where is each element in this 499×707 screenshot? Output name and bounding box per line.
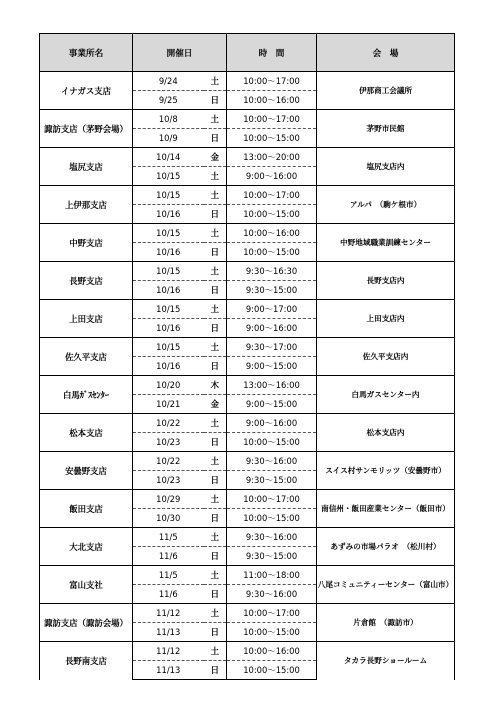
date-cell: 10/8	[133, 110, 204, 129]
weekday-cell: 土	[204, 414, 227, 433]
time-cell: 9:30～16:00	[227, 585, 317, 604]
header-venue: 会 場	[317, 34, 455, 72]
table-row	[40, 414, 455, 433]
time-cell: 10:00～16:00	[227, 642, 317, 661]
weekday-cell: 金	[204, 395, 227, 414]
date-cell: 10/30	[133, 509, 204, 528]
table-header	[40, 34, 455, 72]
date-cell: 11/6	[133, 585, 204, 604]
office-name-cell: 諏訪支店（茅野会場）	[40, 110, 133, 148]
venue-cell: 八尾コミュニティーセンター（富山市）	[317, 566, 455, 604]
date-cell: 11/12	[133, 642, 204, 661]
time-cell: 9:30～16:00	[227, 528, 317, 547]
venue-cell: 片倉館 （諏訪市）	[317, 604, 455, 642]
venue-cell: 松本支店内	[317, 414, 455, 452]
office-name-cell: 長野南支店	[40, 642, 133, 680]
time-cell: 10:00～17:00	[227, 110, 317, 129]
venue-cell: 塩尻支店内	[317, 148, 455, 186]
header-office: 事業所名	[40, 34, 133, 72]
time-cell: 10:00～15:00	[227, 661, 317, 680]
table-row	[40, 224, 455, 243]
weekday-cell: 日	[204, 471, 227, 490]
weekday-cell: 日	[204, 509, 227, 528]
time-cell: 9:00～17:00	[227, 300, 317, 319]
header-time: 時 間	[227, 34, 317, 72]
weekday-cell: 日	[204, 357, 227, 376]
weekday-cell: 土	[204, 167, 227, 186]
office-name-cell: 塩尻支店	[40, 148, 133, 186]
time-cell: 9:30～17:00	[227, 338, 317, 357]
weekday-cell: 土	[204, 642, 227, 661]
date-cell: 10/16	[133, 357, 204, 376]
weekday-cell: 日	[204, 433, 227, 452]
weekday-cell: 土	[204, 224, 227, 243]
venue-cell: 佐久平支店内	[317, 338, 455, 376]
office-name-cell: 長野支店	[40, 262, 133, 300]
weekday-cell: 土	[204, 110, 227, 129]
weekday-cell: 日	[204, 661, 227, 680]
weekday-cell: 日	[204, 281, 227, 300]
office-name-cell: 松本支店	[40, 414, 133, 452]
weekday-cell: 土	[204, 528, 227, 547]
date-cell: 10/15	[133, 186, 204, 205]
time-cell: 9:00～16:00	[227, 319, 317, 338]
table-row	[40, 642, 455, 661]
weekday-cell: 土	[204, 452, 227, 471]
date-cell: 10/16	[133, 319, 204, 338]
table-row	[40, 186, 455, 205]
venue-cell: 長野支店内	[317, 262, 455, 300]
weekday-cell: 土	[204, 566, 227, 585]
date-cell: 9/25	[133, 91, 204, 110]
time-cell: 10:00～16:00	[227, 224, 317, 243]
time-cell: 9:30～16:30	[227, 262, 317, 281]
date-cell: 11/13	[133, 623, 204, 642]
date-cell: 11/6	[133, 547, 204, 566]
table-row	[40, 376, 455, 395]
date-cell: 10/20	[133, 376, 204, 395]
table-row	[40, 300, 455, 319]
time-cell: 10:00～17:00	[227, 72, 317, 91]
venue-cell: 白馬ガスセンター内	[317, 376, 455, 414]
time-cell: 9:30～15:00	[227, 281, 317, 300]
weekday-cell: 土	[204, 262, 227, 281]
weekday-cell: 日	[204, 319, 227, 338]
venue-cell: 南信州・飯田産業センター（飯田市）	[317, 490, 455, 528]
weekday-cell: 日	[204, 205, 227, 224]
table-row	[40, 452, 455, 471]
time-cell: 13:00～20:00	[227, 148, 317, 167]
time-cell: 10:00～15:00	[227, 433, 317, 452]
date-cell: 9/24	[133, 72, 204, 91]
schedule-table	[39, 33, 455, 680]
time-cell: 10:00～15:00	[227, 243, 317, 262]
office-name-cell: 佐久平支店	[40, 338, 133, 376]
weekday-cell: 日	[204, 129, 227, 148]
time-cell: 9:30～15:00	[227, 547, 317, 566]
time-cell: 10:00～15:00	[227, 205, 317, 224]
office-name-cell: イナガス支店	[40, 72, 133, 110]
date-cell: 11/5	[133, 566, 204, 585]
table-body	[40, 72, 455, 680]
weekday-cell: 金	[204, 148, 227, 167]
time-cell: 10:00～17:00	[227, 186, 317, 205]
date-cell: 10/9	[133, 129, 204, 148]
table-row	[40, 490, 455, 509]
date-cell: 10/23	[133, 471, 204, 490]
venue-cell: 伊那商工会議所	[317, 72, 455, 110]
table-row	[40, 338, 455, 357]
weekday-cell: 土	[204, 490, 227, 509]
venue-cell: 茅野市民館	[317, 110, 455, 148]
weekday-cell: 木	[204, 376, 227, 395]
venue-cell: スイス村サンモリッツ（安曇野市）	[317, 452, 455, 490]
office-name-cell: 上田支店	[40, 300, 133, 338]
office-name-cell: 安曇野支店	[40, 452, 133, 490]
weekday-cell: 日	[204, 243, 227, 262]
time-cell: 10:00～15:00	[227, 129, 317, 148]
time-cell: 10:00～16:00	[227, 91, 317, 110]
office-name-cell: 大北支店	[40, 528, 133, 566]
office-name-cell: 白馬ｶﾞｽｾﾝﾀｰ	[40, 376, 133, 414]
time-cell: 9:00～15:00	[227, 395, 317, 414]
date-cell: 10/23	[133, 433, 204, 452]
time-cell: 10:00～17:00	[227, 490, 317, 509]
date-cell: 10/22	[133, 414, 204, 433]
weekday-cell: 土	[204, 338, 227, 357]
table-row	[40, 110, 455, 129]
date-cell: 10/29	[133, 490, 204, 509]
time-cell: 10:00～15:00	[227, 623, 317, 642]
date-cell: 10/15	[133, 300, 204, 319]
venue-cell: 中野地域職業訓練センター	[317, 224, 455, 262]
table-row	[40, 72, 455, 91]
date-cell: 10/16	[133, 281, 204, 300]
weekday-cell: 日	[204, 547, 227, 566]
time-cell: 13:00～16:00	[227, 376, 317, 395]
weekday-cell: 日	[204, 91, 227, 110]
time-cell: 9:30～15:00	[227, 471, 317, 490]
date-cell: 11/5	[133, 528, 204, 547]
table-row	[40, 604, 455, 623]
table-row	[40, 148, 455, 167]
office-name-cell: 富山支社	[40, 566, 133, 604]
weekday-cell: 土	[204, 300, 227, 319]
time-cell: 10:00～17:00	[227, 604, 317, 623]
date-cell: 10/21	[133, 395, 204, 414]
venue-cell: あずみの市場パラオ （松川村）	[317, 528, 455, 566]
header-date: 開催日	[133, 34, 227, 72]
venue-cell: アルパ （駒ケ根市）	[317, 186, 455, 224]
date-cell: 10/16	[133, 243, 204, 262]
table-row	[40, 566, 455, 585]
office-name-cell: 中野支店	[40, 224, 133, 262]
date-cell: 10/16	[133, 205, 204, 224]
date-cell: 10/15	[133, 338, 204, 357]
table-row	[40, 262, 455, 281]
header-row	[40, 34, 455, 72]
office-name-cell: 上伊那支店	[40, 186, 133, 224]
table-row	[40, 528, 455, 547]
weekday-cell: 日	[204, 623, 227, 642]
weekday-cell: 土	[204, 72, 227, 91]
venue-cell: 上田支店内	[317, 300, 455, 338]
time-cell: 9:00～16:00	[227, 414, 317, 433]
time-cell: 9:00～16:00	[227, 167, 317, 186]
weekday-cell: 土	[204, 186, 227, 205]
office-name-cell: 諏訪支店（諏訪会場）	[40, 604, 133, 642]
time-cell: 11:00～18:00	[227, 566, 317, 585]
venue-cell: タカラ長野ショールーム	[317, 642, 455, 680]
date-cell: 10/15	[133, 167, 204, 186]
time-cell: 9:30～16:00	[227, 452, 317, 471]
date-cell: 11/13	[133, 661, 204, 680]
weekday-cell: 日	[204, 585, 227, 604]
time-cell: 9:00～15:00	[227, 357, 317, 376]
date-cell: 10/15	[133, 262, 204, 281]
date-cell: 10/14	[133, 148, 204, 167]
date-cell: 10/22	[133, 452, 204, 471]
date-cell: 11/12	[133, 604, 204, 623]
weekday-cell: 土	[204, 604, 227, 623]
office-name-cell: 飯田支店	[40, 490, 133, 528]
time-cell: 10:00～15:00	[227, 509, 317, 528]
date-cell: 10/15	[133, 224, 204, 243]
